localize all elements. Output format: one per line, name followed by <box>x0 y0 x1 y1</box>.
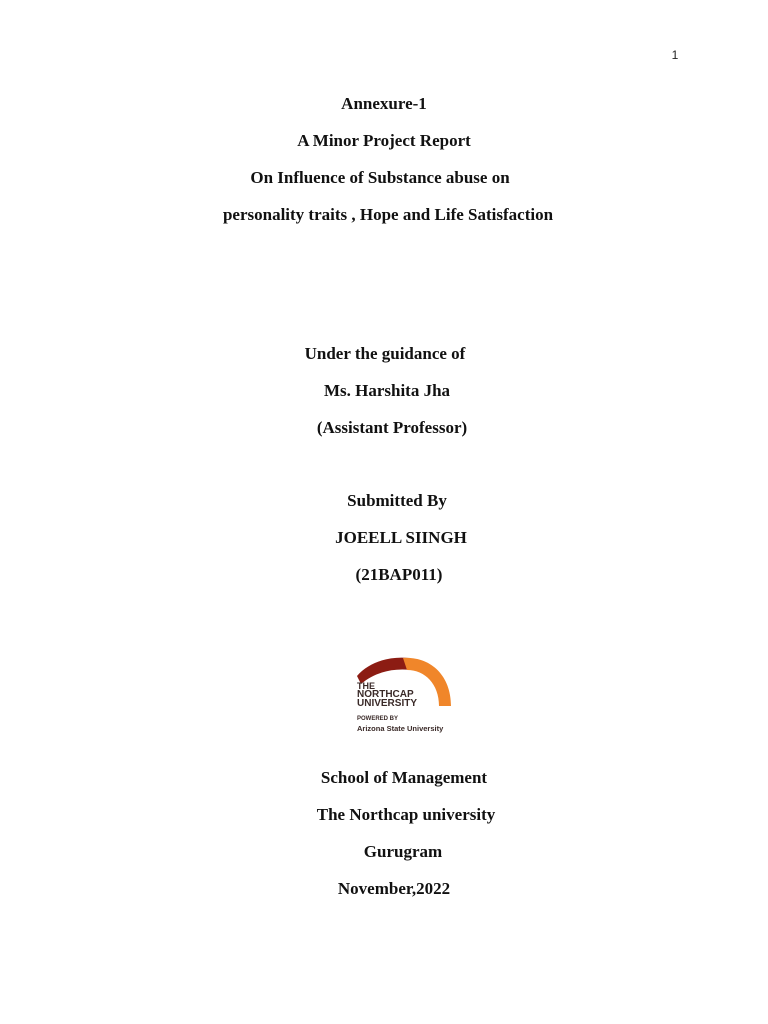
guidance-heading: Under the guidance of <box>304 344 466 363</box>
report-type: A Minor Project Report <box>297 131 471 150</box>
report-title-line-1: On Influence of Substance abuse on <box>250 168 510 187</box>
submission-date: November,2022 <box>337 879 451 898</box>
student-name: JOEELL SIINGH <box>335 528 467 547</box>
logo-powered-by: POWERED BY <box>357 716 399 722</box>
university-name: The Northcap university <box>316 805 496 824</box>
report-title-line-2: personality traits , Hope and Life Satisfaction <box>222 205 554 224</box>
city: Gurugram <box>363 842 443 861</box>
university-logo <box>353 654 455 738</box>
guide-designation: (Assistant Professor) <box>316 418 468 437</box>
school-name: School of Management <box>320 768 488 787</box>
roll-number: (21BAP011) <box>355 565 443 584</box>
page-number: 1 <box>671 48 679 62</box>
submitted-by-heading: Submitted By <box>347 491 447 510</box>
guide-name: Ms. Harshita Jha <box>323 381 451 400</box>
annexure-label: Annexure-1 <box>341 94 427 113</box>
logo-text-northcap: NORTHCAP <box>357 689 414 700</box>
logo-partner: Arizona State University <box>357 724 444 733</box>
logo-text-university: UNIVERSITY <box>357 698 418 709</box>
logo-text-the: THE <box>357 681 375 691</box>
